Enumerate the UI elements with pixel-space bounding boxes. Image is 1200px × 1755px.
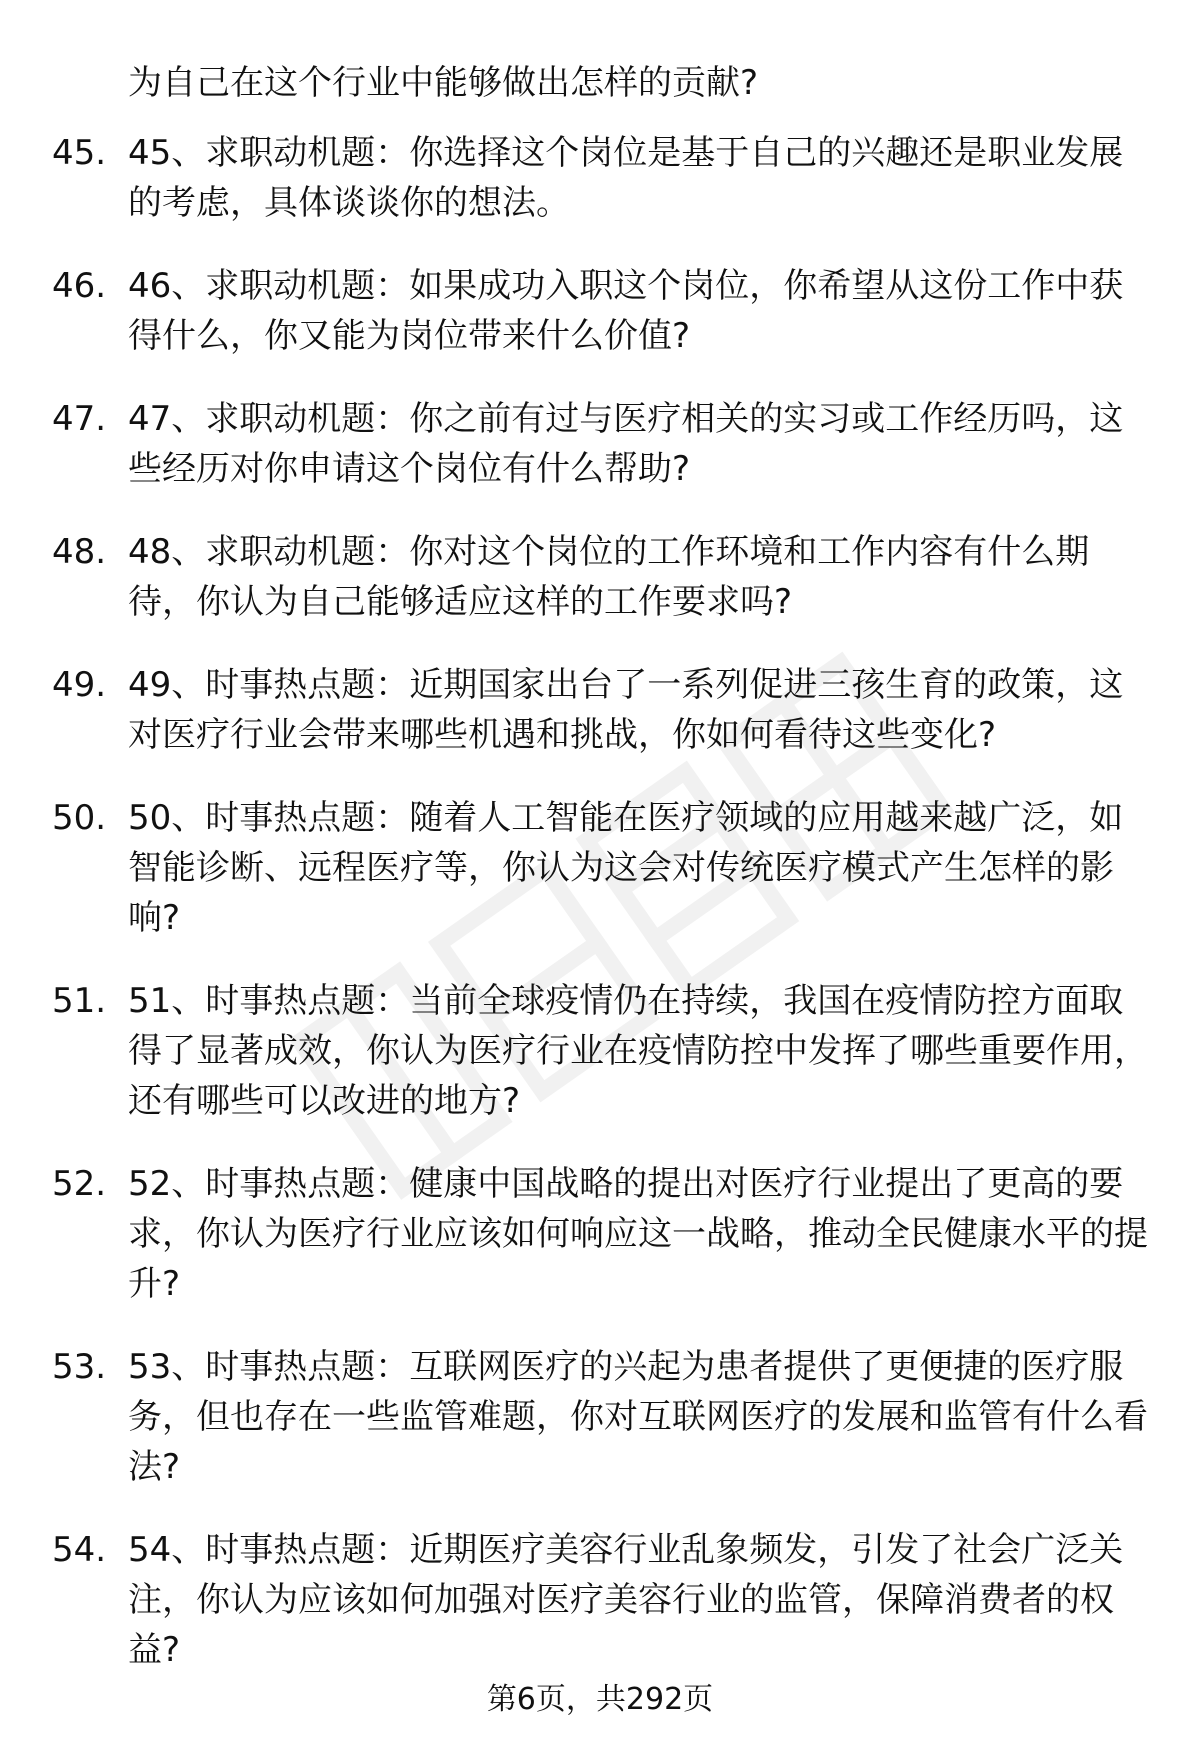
question-number: 49.	[52, 665, 107, 705]
continuation-text: 为自己在这个行业中能够做出怎样的贡献?	[128, 63, 759, 103]
list-item	[0, 976, 1200, 1126]
list-item	[0, 1342, 1200, 1492]
list-item	[0, 1159, 1200, 1309]
list-item	[0, 527, 1200, 627]
question-number: 53.	[52, 1347, 107, 1387]
list-item	[0, 394, 1200, 494]
question-number: 50.	[52, 798, 107, 838]
question-text: 54、时事热点题：近期医疗美容行业乱象频发，引发了社会广泛关注，你认为应该如何加强对医疗美容行业的监管，保障消费者的权益?	[128, 1530, 1124, 1670]
question-list	[0, 128, 1200, 1708]
question-text: 49、时事热点题：近期国家出台了一系列促进三孩生育的政策，这对医疗行业会带来哪些机遇和挑战，你如何看待这些变化?	[128, 665, 1124, 755]
question-number: 45.	[52, 133, 107, 173]
question-number: 46.	[52, 266, 107, 306]
question-number: 52.	[52, 1164, 107, 1204]
question-number: 48.	[52, 532, 107, 572]
list-item	[0, 793, 1200, 943]
question-text: 52、时事热点题：健康中国战略的提出对医疗行业提出了更高的要求，你认为医疗行业应该如何响应这一战略，推动全民健康水平的提升?	[128, 1164, 1148, 1304]
list-item	[0, 1525, 1200, 1675]
question-text: 48、求职动机题：你对这个岗位的工作环境和工作内容有什么期待，你认为自己能够适应这样的工作要求吗?	[128, 532, 1090, 622]
list-item	[0, 660, 1200, 760]
question-number: 54.	[52, 1530, 107, 1570]
question-text: 51、时事热点题：当前全球疫情仍在持续，我国在疫情防控方面取得了显著成效，你认为医疗行业在疫情防控中发挥了哪些重要作用，还有哪些可以改进的地方?	[128, 981, 1148, 1121]
question-text: 47、求职动机题：你之前有过与医疗相关的实习或工作经历吗，这些经历对你申请这个岗位有什么帮助?	[128, 399, 1124, 489]
question-text: 46、求职动机题：如果成功入职这个岗位，你希望从这份工作中获得什么，你又能为岗位带来什么价值?	[128, 266, 1124, 356]
page-footer: 第6页，共292页	[486, 1682, 714, 1717]
question-number: 47.	[52, 399, 107, 439]
question-text: 53、时事热点题：互联网医疗的兴起为患者提供了更便捷的医疗服务，但也存在一些监管难题，你对互联网医疗的发展和监管有什么看法?	[128, 1347, 1148, 1487]
question-text: 45、求职动机题：你选择这个岗位是基于自己的兴趣还是职业发展的考虑，具体谈谈你的想法。	[128, 133, 1124, 223]
list-item	[0, 261, 1200, 361]
question-text: 50、时事热点题：随着人工智能在医疗领域的应用越来越广泛，如智能诊断、远程医疗等，你认为这会对传统医疗模式产生怎样的影响?	[128, 798, 1124, 938]
list-item	[0, 128, 1200, 228]
question-number: 51.	[52, 981, 107, 1021]
